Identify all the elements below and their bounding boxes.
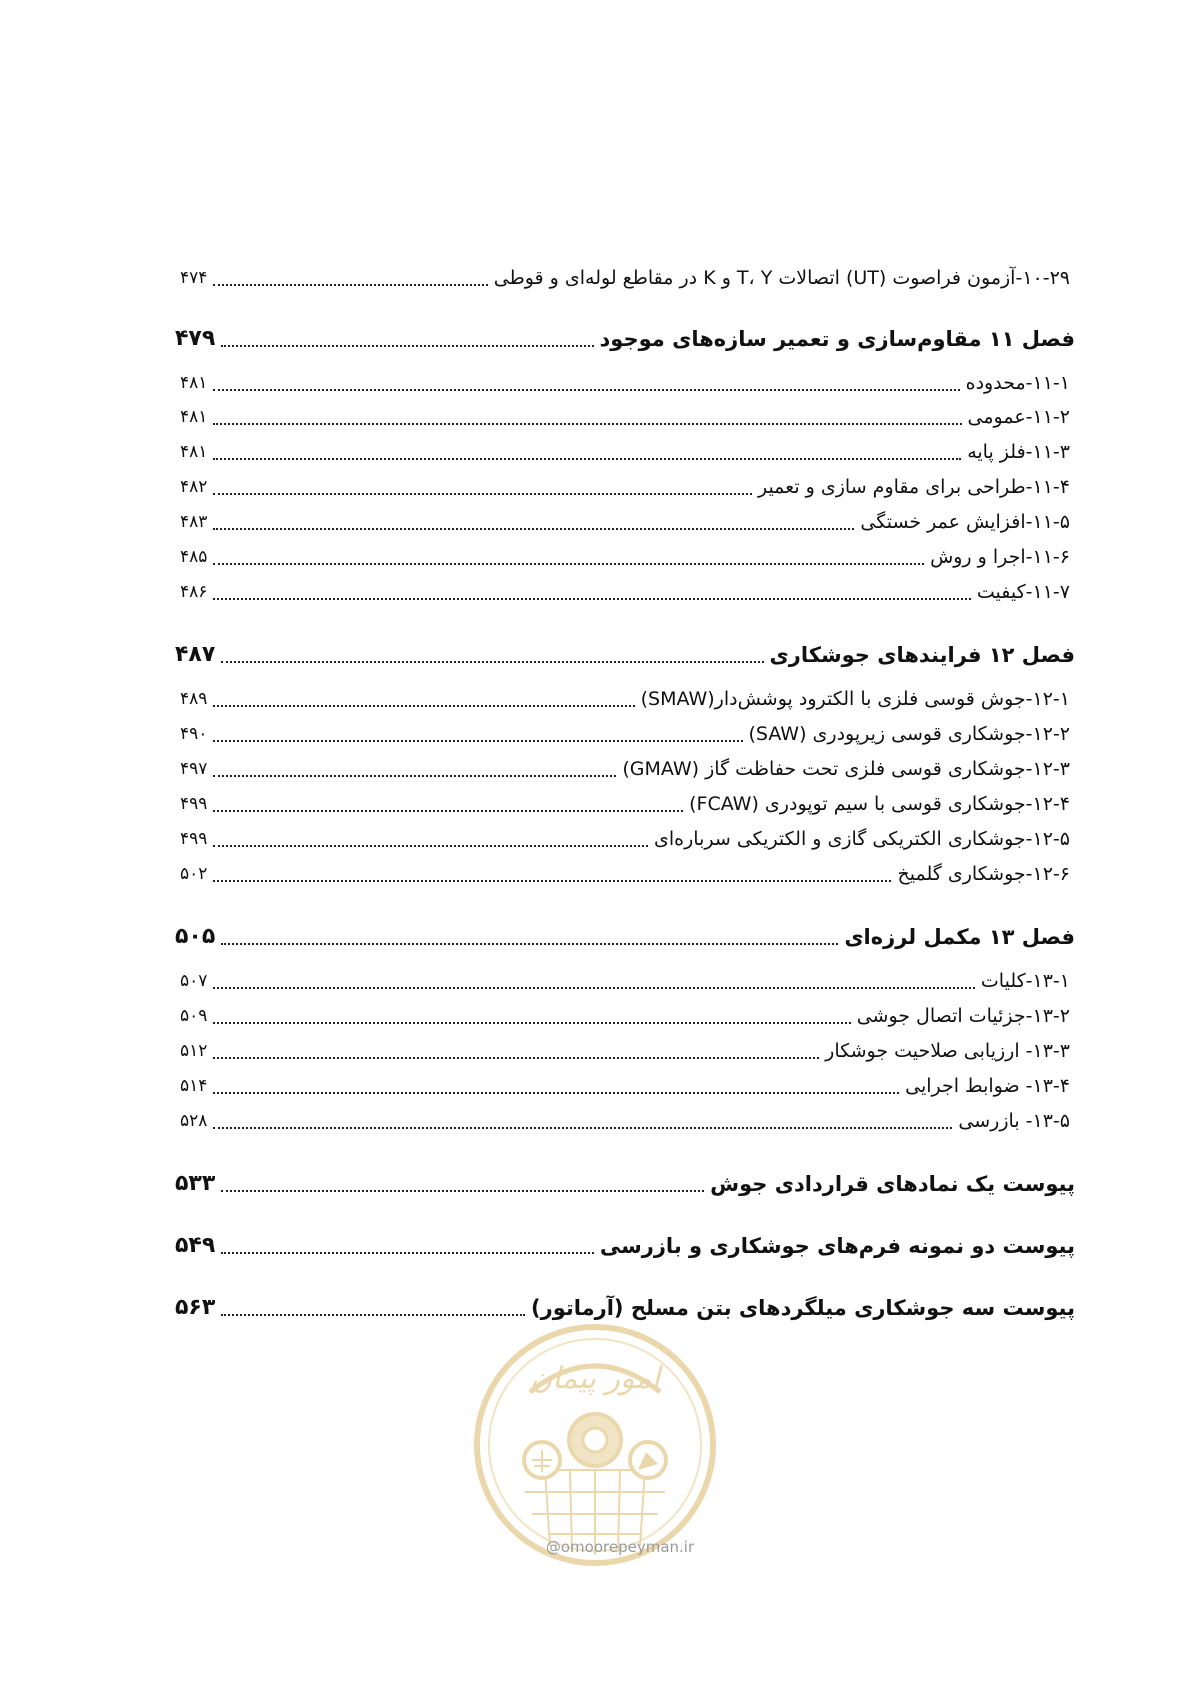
toc-entry-title: ۱۱-۲-عمومی: [967, 406, 1070, 428]
toc-page-number: ۴۷۹: [175, 326, 216, 351]
toc-chapter-row: [175, 917, 1075, 951]
toc-leader-dots: [213, 1022, 850, 1024]
toc-appendix-row: [175, 1226, 1075, 1260]
toc-row: [180, 432, 1070, 466]
toc-leader-dots: [213, 987, 975, 989]
toc-page-number: ۴۸۹: [180, 689, 208, 709]
toc-leader-dots: [213, 423, 961, 425]
toc-entry-title: ۱۰-۲۹-آزمون فراصوت (UT) اتصالات T، Y و K در مقاطع لوله‌ای و قوطی: [493, 267, 1070, 289]
toc-page-number: ۴۹۹: [180, 794, 208, 814]
toc-row: [180, 1101, 1070, 1135]
toc-chapter-title: فصل ۱۲ فرایندهای جوشکاری: [769, 643, 1075, 667]
toc-page-number: ۵۲۸: [180, 1111, 208, 1131]
toc-entry-title: ۱۳-۳- ارزیابی صلاحیت جوشکار: [825, 1040, 1070, 1062]
toc-page-number: ۴۸۷: [175, 642, 216, 667]
toc-entry-title: ۱۱-۵-افزایش عمر خستگی: [860, 511, 1070, 533]
toc-page-number: ۴۸۵: [180, 547, 208, 567]
toc-leader-dots: [221, 661, 763, 663]
toc-entry-title: ۱۱-۷-کیفیت: [976, 581, 1070, 603]
toc-entry-title: ۱۲-۴-جوشکاری قوسی با سیم توپودری (FCAW): [689, 793, 1070, 815]
toc-entry-title: ۱۱-۳-فلز پایه: [967, 441, 1070, 463]
toc-appendix-title: پیوست یک نمادهای قراردادی جوش: [710, 1172, 1075, 1196]
toc-appendix-row: [175, 1288, 1075, 1322]
toc-entry-title: ۱۳-۱-کلیات: [980, 970, 1070, 992]
watermark-url: [545, 1538, 695, 1556]
toc-entry-title: ۱۱-۱-محدوده: [965, 372, 1070, 394]
toc-leader-dots: [221, 943, 838, 945]
toc-chapter-row: [175, 319, 1075, 353]
toc-page-number: ۵۰۹: [180, 1006, 208, 1026]
toc-leader-dots: [213, 880, 891, 882]
toc-page-number: ۴۷۴: [180, 268, 208, 288]
toc-entry-title: ۱۲-۵-جوشکاری الکتریکی گازی و الکتریکی سرباره‌ای: [654, 828, 1070, 850]
toc-leader-dots: [221, 1190, 704, 1192]
toc-row: [180, 854, 1070, 888]
toc-page-number: ۵۰۲: [180, 864, 208, 884]
watermark-logo: [470, 1320, 720, 1570]
toc-row: [180, 784, 1070, 818]
toc-leader-dots: [213, 458, 961, 460]
toc-appendix-title: پیوست سه جوشکاری میلگردهای بتن مسلح (آرماتور): [531, 1296, 1075, 1320]
toc-entry-title: ۱۱-۶-اجرا و روش: [930, 546, 1070, 568]
toc-entry-title: ۱۳-۴- ضوابط اجرایی: [905, 1075, 1070, 1097]
toc-row: [180, 714, 1070, 748]
toc-row: [180, 397, 1070, 431]
toc-page-number: ۴۸۳: [180, 512, 208, 532]
toc-chapter-title: فصل ۱۱ مقاوم‌سازی و تعمیر سازه‌های موجود: [599, 327, 1075, 351]
toc-leader-dots: [213, 389, 959, 391]
watermark-url-text: @omoorepeyman.ir: [545, 1538, 695, 1556]
toc-row: [180, 572, 1070, 606]
toc-entry-title: ۱۲-۶-جوشکاری گلمیخ: [897, 863, 1070, 885]
toc-appendix-row: [175, 1164, 1075, 1198]
svg-text:امور پیمان: امور پیمان: [530, 1361, 660, 1396]
toc-entry-title: ۱۱-۴-طراحی برای مقاوم سازی و تعمیر: [757, 476, 1070, 498]
toc-row: [180, 467, 1070, 501]
toc-page-number: ۵۰۵: [175, 924, 216, 949]
toc-row: [180, 819, 1070, 853]
toc-page-number: ۴۹۹: [180, 829, 208, 849]
toc-page-number: ۵۳۳: [175, 1171, 216, 1196]
toc-entry-title: ۱۳-۲-جزئیات اتصال جوشی: [856, 1005, 1070, 1027]
toc-page-number: ۴۸۱: [180, 407, 208, 427]
toc-leader-dots: [213, 845, 648, 847]
toc-page-number: ۵۱۴: [180, 1076, 208, 1096]
toc-row: [180, 679, 1070, 713]
toc-page-number: ۵۱۲: [180, 1041, 208, 1061]
toc-row: [180, 258, 1070, 292]
toc-leader-dots: [213, 598, 970, 600]
toc-row: [180, 996, 1070, 1030]
toc-leader-dots: [221, 345, 593, 347]
toc-row: [180, 749, 1070, 783]
toc-row: [180, 961, 1070, 995]
toc-row: [180, 1031, 1070, 1065]
toc-leader-dots: [213, 775, 616, 777]
toc-page-number: ۴۸۱: [180, 442, 208, 462]
toc-leader-dots: [213, 810, 683, 812]
toc-entry-title: ۱۲-۲-جوشکاری قوسی زیرپودری (SAW): [748, 723, 1070, 745]
toc-leader-dots: [213, 528, 854, 530]
toc-leader-dots: [213, 493, 752, 495]
toc-entry-title: ۱۲-۳-جوشکاری قوسی فلزی تحت حفاظت گاز (GMAW): [622, 758, 1070, 780]
toc-leader-dots: [213, 1092, 899, 1094]
toc-leader-dots: [213, 563, 924, 565]
toc-leader-dots: [221, 1252, 594, 1254]
toc-leader-dots: [213, 705, 634, 707]
toc-row: [180, 1066, 1070, 1100]
toc-row: [180, 363, 1070, 397]
toc-page-number: ۴۸۶: [180, 582, 208, 602]
toc-page-number: ۵۰۷: [180, 971, 208, 991]
toc-page-number: ۴۸۱: [180, 373, 208, 393]
toc-row: [180, 537, 1070, 571]
toc-entry-title: ۱۳-۵- بازرسی: [958, 1110, 1070, 1132]
toc-page-number: ۴۹۷: [180, 759, 208, 779]
toc-entry-title: ۱۲-۱-جوش قوسی فلزی با الکترود پوشش‌دار(SMAW): [640, 688, 1070, 710]
toc-leader-dots: [213, 1127, 952, 1129]
toc-appendix-title: پیوست دو نمونه فرم‌های جوشکاری و بازرسی: [599, 1234, 1075, 1258]
toc-page-number: ۴۸۲: [180, 477, 208, 497]
toc-page-number: ۵۴۹: [175, 1233, 216, 1258]
toc-leader-dots: [213, 740, 742, 742]
toc-leader-dots: [213, 284, 487, 286]
toc-row: [180, 502, 1070, 536]
toc-chapter-row: [175, 635, 1075, 669]
toc-page-number: ۵۶۳: [175, 1295, 216, 1320]
toc-leader-dots: [221, 1314, 525, 1316]
toc-leader-dots: [213, 1057, 819, 1059]
toc-page-number: ۴۹۰: [180, 724, 208, 744]
toc-chapter-title: فصل ۱۳ مکمل لرزه‌ای: [844, 925, 1075, 949]
